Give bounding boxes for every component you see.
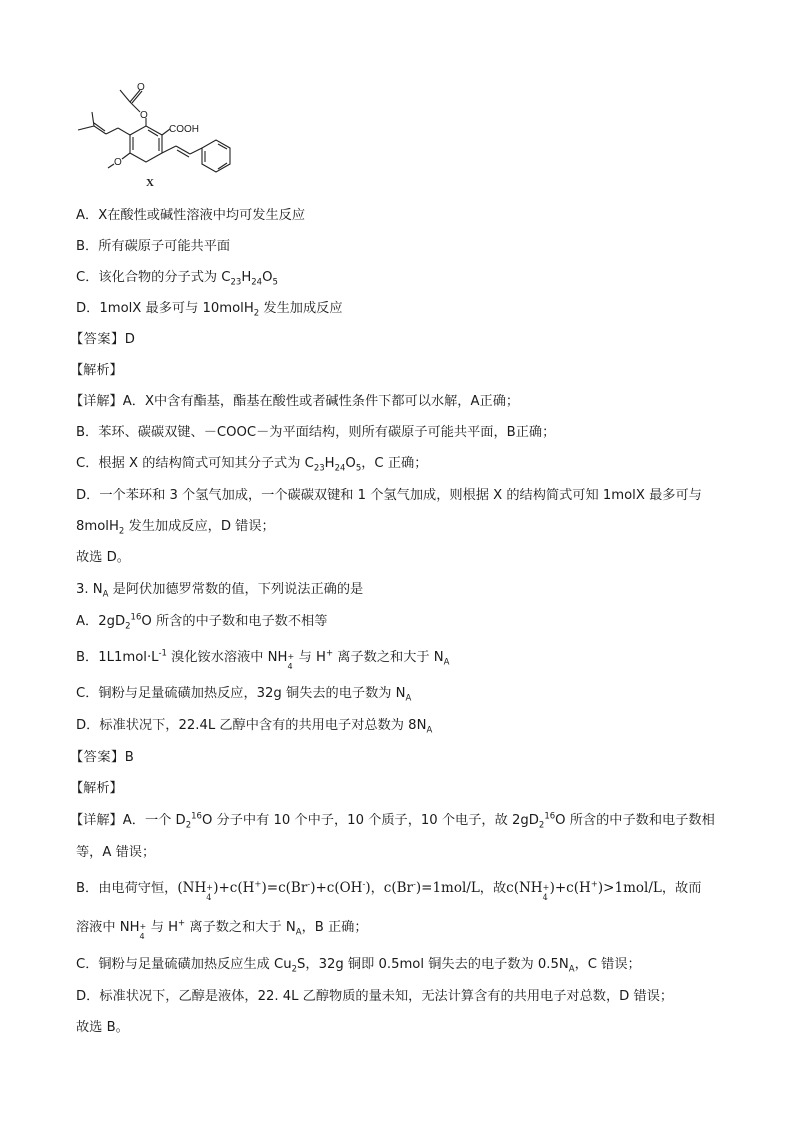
q2-conclusion: 故选 D。 [76,550,130,565]
ester-oxygen-label: O [140,110,148,121]
cooh-label: COOH [169,124,199,135]
q3-detail-b-line2: 溶液中 NH + 4 与 H+ 离子数之和大于 $N_A$，B 正确； [76,918,368,941]
q2-option-c: C．该化合物的分子式为 $C_{23}H_{24}O_5$ [76,270,278,288]
q2-detail-b: B．苯环、碳碳双键、－COOC－为平面结构，则所有碳原子可能共平面，B正确； [76,425,556,440]
q3-stem: 3. $N_A$ 是阿伏加德罗常数的值，下列说法正确的是 [76,582,364,600]
q3-detail-c: C．铜粉与足量硫磺加热反应生成 $Cu_2S$，32g 铜即 0.5mol 铜失去的电子数为 $0.5N_A$，C 错误； [76,957,641,975]
q3-conclusion: 故选 B。 [76,1020,129,1035]
q3-option-c: C．铜粉与足量硫磺加热反应，32g 铜失去的电子数为 $N_A$ [76,686,412,704]
q2-option-b: B．所有碳原子可能共平面 [76,239,231,254]
q3-detail-b-line1: B．由电荷守恒，(NH + 4 )+c(H+)=c(Br-)+c(OH-)，c(Br-)=1mol/L，故c(NH + 4 )+c(H+)>1mol/L，故而 [76,879,702,902]
q3-option-d: D．标准状况下，22.4L 乙醇中含有的共用电子对总数为 $8N_A$ [76,718,433,736]
q3-detail-a-line2: 等，A 错误； [76,845,156,860]
q2-detail-d-line1: D．一个苯环和 3 个氢气加成，一个碳碳双键和 1 个氢气加成，则根据 X 的结构简式可知 1molX 最多可与 [76,488,702,503]
q3-detail-a-line1: 【详解】A．一个 $D_2^{16}O$ 分子中有 10 个中子，10 个质子，10 个电子，故 $2gD_2^{16}O$ 所含的中子数和电子数相 [70,811,715,831]
q2-detail-c: C．根据 X 的结构简式可知其分子式为 $C_{23}H_{24}O_5$，C 正确； [76,456,428,474]
q3-option-a: A．$2gD_2^{16}O$ 所含的中子数和电子数不相等 [76,612,328,632]
q2-option-a: A．X在酸性或碱性溶液中均可发生反应 [76,208,306,223]
molecule-label: X [146,177,154,189]
q3-option-b: B．$1L1mol\cdot L^{-1}$ 溴化铵水溶液中 NH + 4 与 H+ 离子数之和大于 $N_A$ [76,648,450,671]
q3-analysis-label: 【解析】 [70,781,123,796]
q2-detail-d-line2: 8molH$_2$ 发生加成反应，D 错误； [76,519,275,537]
q2-detail-a: 【详解】A．X中含有酯基，酯基在酸性或者碱性条件下都可以水解，A正确； [70,394,520,409]
q3-answer: 【答案】B [70,750,134,765]
q2-answer: 【答案】D [70,332,135,347]
molecule-structure-x [70,82,250,192]
q2-option-d: D．1molX 最多可与 10molH$_2$ 发生加成反应 [76,301,343,319]
q3-detail-d: D．标准状况下，乙醇是液体，22. 4L 乙醇物质的量未知，无法计算含有的共用电子对总数，D 错误； [76,989,674,1004]
acetyl-oxygen-label: O [137,82,145,93]
methoxy-oxygen-label: O [114,157,122,168]
q2-analysis-label: 【解析】 [70,363,123,378]
